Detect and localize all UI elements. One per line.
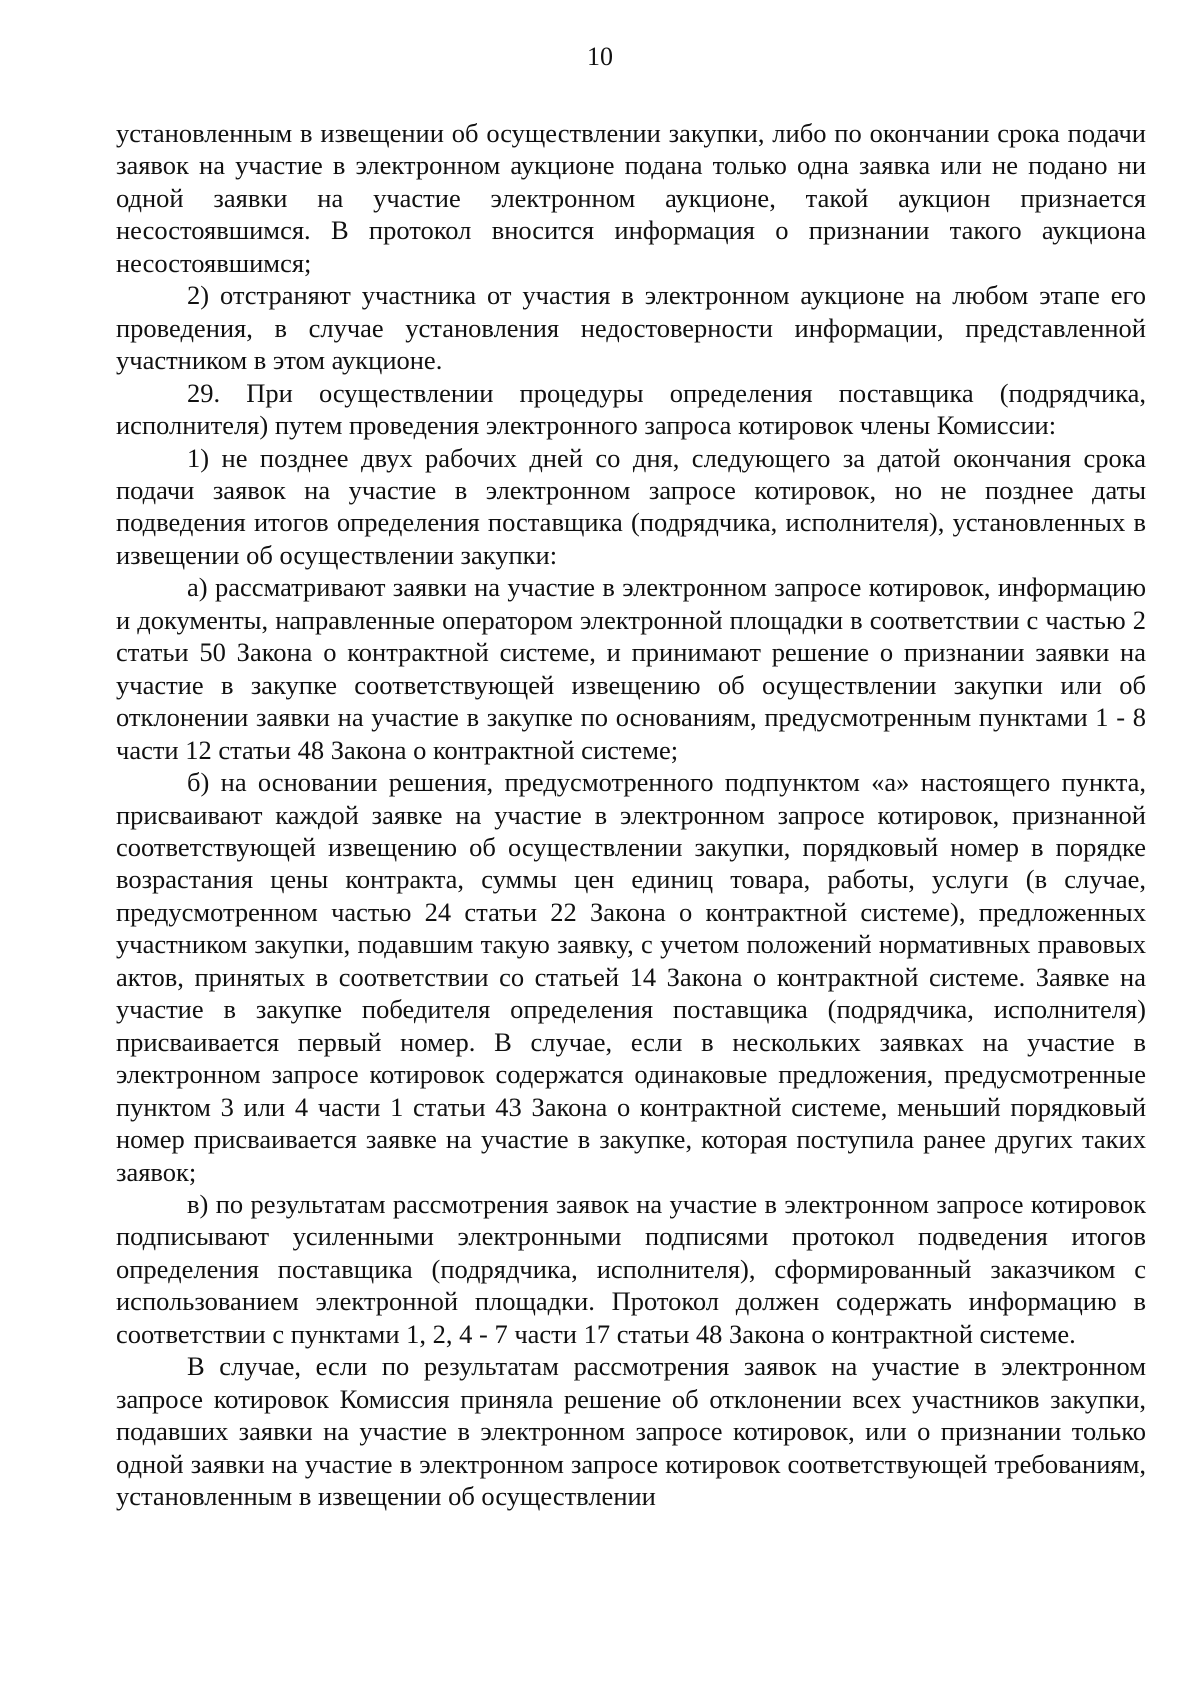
paragraph-item-2: 2) отстраняют участника от участия в электронном аукционе на любом этапе его проведения, в случае установления недостоверности информации, представленной участником в этом аукционе. — [116, 280, 1146, 376]
paragraph-item-1: 1) не позднее двух рабочих дней со дня, следующего за датой окончания срока подачи заявок на участие в электронном запросе котировок, но не позднее даты подведения итогов определения поставщика (подрядчика, исполнителя), установленных в извещении об осуществлении закупки: — [116, 442, 1146, 570]
paragraph-clause-29: 29. При осуществлении процедуры определения поставщика (подрядчика, исполнителя) путем проведения электронного запроса котировок члены Комиссии: — [116, 377, 1146, 441]
page-number: 10 — [587, 42, 613, 71]
paragraph-rejection-case: В случае, если по результатам рассмотрения заявок на участие в электронном запросе котировок Комиссия приняла решение об отклонении всех участников закупки, подавших заявки на участие в электронном запросе котировок, или о признании только одной заявки на участие в электронном запросе котировок соответствующей требованиям, установленным в извещении об осуществлении — [116, 1351, 1146, 1512]
paragraph-subitem-a: а) рассматривают заявки на участие в электронном запросе котировок, информацию и документы, направленные оператором электронной площадки в соответствии с частью 2 статьи 50 Закона о контрактной системе, и принимают решение о признании заявки на участие в закупке соответствующей извещению об осуществлении закупки или об отклонении заявки на участие в закупке по основаниям, предусмотренным пунктами 1 - 8 части 12 статьи 48 Закона о контрактной системе; — [116, 572, 1146, 765]
paragraph-continuation: установленным в извещении об осуществлении закупки, либо по окончании срока подачи заявок на участие в электронном аукционе подана только одна заявка или не подано ни одной заявки на участие электронном аукционе, такой аукцион признается несостоявшимся. В протокол вносится информация о признании такого аукциона несостоявшимся; — [116, 118, 1146, 278]
paragraph-subitem-b: б) на основании решения, предусмотренного подпунктом «а» настоящего пункта, присваивают каждой заявке на участие в электронном запросе котировок, признанной соответствующей извещению об осуществлении закупки, порядковый номер в порядке возрастания цены контракта, суммы цен единиц товара, работы, услуги (в случае, предусмотренном частью 24 статьи 22 Закона о контрактной системе), предложенных участником закупки, подавшим такую заявку, с учетом положений нормативных правовых актов, принятых в соответствии со статьей 14 Закона о контрактной системе. Заявке на участие в закупке победителя определения поставщика (подрядчика, исполнителя) присваивается первый номер. В случае, если в нескольких заявках на участие в электронном запросе котировок содержатся одинаковые предложения, предусмотренные пунктом 3 или 4 части 1 статьи 43 Закона о контрактной системе, меньший порядковый номер присваивается заявке на участие в закупке, которая поступила ранее других таких заявок; — [116, 767, 1146, 1187]
document-body — [116, 117, 1146, 1512]
paragraph-subitem-v: в) по результатам рассмотрения заявок на участие в электронном запросе котировок подписывают усиленными электронными подписями протокол подведения итогов определения поставщика (подрядчика, исполнителя), сформированный заказчиком с использованием электронной площадки. Протокол должен содержать информацию в соответствии с пунктами 1, 2, 4 - 7 части 17 статьи 48 Закона о контрактной системе. — [116, 1188, 1146, 1349]
